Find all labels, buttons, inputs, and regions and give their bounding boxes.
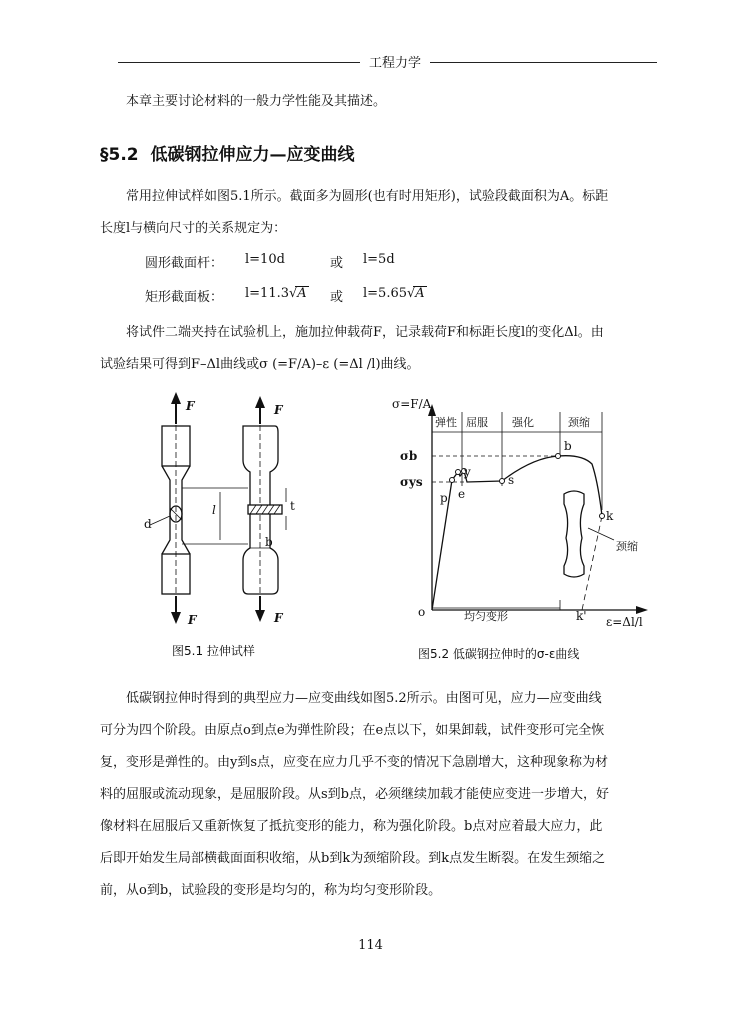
point-e: e: [458, 487, 466, 501]
formula-round: [145, 252, 395, 271]
stage-elastic: 弹性: [435, 416, 457, 429]
para2-line1: 将试件二端夹持在试验机上，施加拉伸载荷F，记录载荷F和标距长度l的变化Δl。由: [126, 325, 604, 340]
x-axis-label: ε=Δl/l: [606, 615, 643, 629]
sqrt-sign: √: [407, 286, 416, 301]
sqrt-sign: √: [289, 286, 298, 301]
para3-line: 像材料在屈服后又重新恢复了抵抗变形的能力，称为强化阶段。b点对应着最大应力，此: [100, 819, 603, 834]
sigma-b-label: σb: [400, 449, 418, 463]
uniform-deformation-label: 均匀变形: [464, 610, 508, 623]
figure-5-2-caption: 图5.2 低碳钢拉伸时的σ-ε曲线: [418, 647, 580, 661]
sqrt-A-2: A: [415, 286, 425, 301]
round-label: 圆形截面杆：: [145, 256, 224, 271]
para3-line: 后即开始发生局部横截面面积收缩，从b到k为颈缩阶段。到k点发生断裂。在发生颈缩之: [100, 851, 606, 866]
point-k-prime: k': [576, 609, 587, 623]
rect-eq1: l=11.3: [245, 286, 289, 301]
label-F-2: F: [274, 403, 283, 417]
para3-line: 复，变形是弹性的。由y到s点，应变在应力几乎不变的情况下急剧增大，这种现象称为材: [100, 755, 609, 770]
section-heading: [100, 140, 354, 165]
point-k: k: [606, 509, 614, 523]
point-p: p: [440, 491, 448, 505]
point-s: s: [508, 473, 515, 487]
stage-necking: 颈缩: [568, 416, 590, 429]
sqrt-A-1: A: [297, 286, 307, 301]
figure-5-1-caption: 图5.1 拉伸试样: [172, 644, 255, 658]
para1-line1: 常用拉伸试样如图5.1所示。截面多为圆形(也有时用矩形)，试验段截面积为A。标距: [126, 189, 609, 204]
or-1: 或: [330, 256, 344, 271]
figure-5-1: [140, 388, 320, 628]
point-y: y: [464, 465, 471, 479]
point-b: b: [564, 439, 572, 453]
para3-line: 前，从o到b，试验段的变形是均匀的，称为均匀变形阶段。: [100, 883, 442, 898]
rect-eq2: l=5.65: [363, 286, 407, 301]
label-F-1: F: [186, 399, 195, 413]
para3-line: 料的屈服或流动现象，是屈服阶段。从s到b点，必须继续加载才能使应变进一步增大，好: [100, 787, 609, 802]
para1-line2: 长度l与横向尺寸的关系规定为：: [100, 221, 287, 236]
round-eq2: l=5d: [363, 252, 395, 267]
rect-label: 矩形截面板：: [145, 290, 224, 305]
para2-line2: 试验结果可得到F–Δl曲线或σ (=F/A)–ε (=Δl /l)曲线。: [100, 357, 420, 372]
stress-strain-curve: [432, 456, 602, 610]
para3-line: 低碳钢拉伸时得到的典型应力—应变曲线如图5.2所示。由图可见，应力—应变曲线: [126, 691, 602, 706]
para3-line: 可分为四个阶段。由原点o到点e为弹性阶段；在e点以下，如果卸载，试件变形可完全恢: [100, 723, 605, 738]
label-F-3: F: [188, 613, 197, 627]
sigma-ys-label: σys: [400, 475, 423, 489]
header-rule-left: [118, 62, 360, 63]
origin-label: o: [418, 605, 426, 619]
label-F-4: F: [274, 611, 283, 625]
intro-text: 本章主要讨论材料的一般力学性能及其描述。: [126, 94, 387, 109]
or-2: 或: [330, 290, 344, 305]
label-b: b: [265, 535, 273, 549]
section-number: §5.2: [100, 145, 139, 165]
page-number: 114: [358, 938, 383, 953]
stage-hardening: 强化: [512, 416, 534, 429]
label-t: t: [290, 499, 295, 513]
stage-yield: 屈服: [466, 416, 488, 429]
necked-specimen-icon: [564, 491, 584, 577]
label-l: l: [212, 503, 216, 517]
necking-label: 颈缩: [616, 540, 638, 553]
label-d: d: [144, 517, 152, 531]
y-axis-label: σ=F/A: [392, 397, 432, 411]
header-rule-right: [430, 62, 657, 63]
formula-rect: [145, 286, 425, 305]
figure-5-2: [392, 388, 662, 638]
header-title: 工程力学: [360, 52, 430, 71]
round-eq1: l=10d: [245, 252, 285, 267]
section-title: 低碳钢拉伸应力—应变曲线: [150, 145, 355, 165]
